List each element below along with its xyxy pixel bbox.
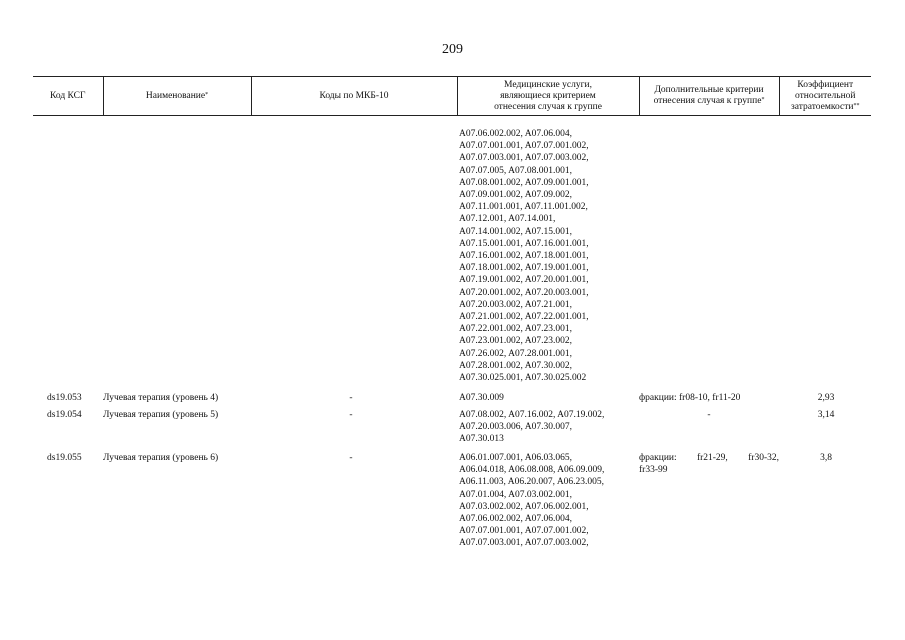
header-extra: Дополнительные критерии отнесения случая к группе* (639, 77, 779, 116)
service-line: A07.23.001.002, A07.23.002, (459, 336, 572, 347)
service-line: A07.07.001.001, A07.07.001.002, (459, 526, 589, 537)
ksg-name: Лучевая терапия (уровень 5) (103, 410, 219, 420)
extra-criteria (639, 409, 779, 421)
service-line: A07.28.001.002, A07.30.002, (459, 360, 572, 371)
table-header (33, 76, 871, 116)
service-line: A07.07.003.001, A07.07.003.002, (459, 153, 589, 164)
service-line: A07.30.009 (459, 393, 504, 403)
service-line: A07.06.002.002, A07.06.004, (459, 514, 572, 525)
service-line: A06.01.007.001, A06.03.065, (459, 453, 572, 463)
service-line: A07.06.002.002, A07.06.004, (459, 129, 572, 139)
mkb-codes: - (349, 393, 353, 403)
service-line: A07.16.001.002, A07.18.001.001, (459, 251, 589, 262)
cost-coefficient: 3,14 (817, 410, 835, 420)
service-line: A07.08.002, A07.16.002, A07.19.002, (459, 410, 605, 420)
service-line: A07.07.001.001, A07.07.001.002, (459, 141, 589, 152)
service-line: A07.09.001.002, A07.09.002, (459, 190, 572, 201)
service-line: A07.21.001.002, A07.22.001.001, (459, 312, 589, 323)
service-line: A06.04.018, A06.08.008, A06.09.009, (459, 465, 605, 476)
mkb-codes: - (349, 410, 353, 420)
service-line: A07.07.003.001, A07.07.003.002, (459, 538, 589, 549)
extra-criteria (639, 392, 779, 404)
medical-services (459, 409, 637, 446)
cost-coefficient: 3,8 (820, 453, 832, 463)
ksg-name: Лучевая терапия (уровень 6) (103, 453, 219, 463)
service-line: A07.20.001.002, A07.20.003.001, (459, 287, 589, 298)
extra-criteria-line: - (707, 410, 711, 420)
service-line: A07.01.004, A07.03.002.001, (459, 489, 572, 500)
service-line: A07.19.001.002, A07.20.001.001, (459, 275, 589, 286)
header-code: Код КСГ (33, 77, 103, 116)
service-line: A07.30.025.001, A07.30.025.002 (459, 373, 587, 384)
service-line: A07.20.003.006, A07.30.007, (459, 422, 572, 433)
service-line: A07.18.001.002, A07.19.001.001, (459, 263, 589, 274)
service-line: A07.03.002.002, A07.06.002.001, (459, 501, 589, 512)
service-line: A06.11.003, A06.20.007, A06.23.005, (459, 477, 605, 488)
service-line: A07.07.005, A07.08.001.001, (459, 165, 572, 176)
medical-services (459, 392, 637, 404)
header-mkb: Коды по МКБ-10 (251, 77, 457, 116)
cost-coefficient: 2,93 (817, 393, 835, 403)
header-services: Медицинские услуги, являющиеся критерием отнесения случая к группе (457, 77, 639, 116)
medical-services (459, 452, 637, 550)
service-line: A07.08.001.002, A07.09.001.001, (459, 177, 589, 188)
ksg-code: ds19.054 (47, 410, 82, 420)
service-line: A07.26.002, A07.28.001.001, (459, 348, 572, 359)
service-line: A07.20.003.002, A07.21.001, (459, 299, 572, 310)
ksg-code: ds19.055 (47, 453, 82, 463)
service-line: A07.22.001.002, A07.23.001, (459, 324, 572, 335)
service-line: A07.15.001.001, A07.16.001.001, (459, 238, 589, 249)
ksg-name: Лучевая терапия (уровень 4) (103, 393, 219, 403)
extra-criteria-line: fr33-99 (639, 465, 668, 476)
extra-criteria-line: фракции: fr08-10, fr11-20 (639, 393, 741, 403)
page-number: 209 (442, 42, 463, 57)
service-line: A07.11.001.001, A07.11.001.002, (459, 202, 588, 213)
header-name: Наименование* (103, 77, 251, 116)
extra-criteria (639, 452, 779, 476)
mkb-codes: - (349, 453, 353, 463)
extra-criteria-line: фракции: fr21-29, fr30-32, (639, 453, 779, 463)
service-line: A07.30.013 (459, 434, 504, 445)
header-coef: Коэффициент относительной затратоемкости** (779, 77, 871, 116)
service-line: A07.14.001.002, A07.15.001, (459, 226, 572, 237)
service-line: A07.12.001, A07.14.001, (459, 214, 556, 225)
medical-services (459, 128, 637, 384)
ksg-code: ds19.053 (47, 393, 82, 403)
